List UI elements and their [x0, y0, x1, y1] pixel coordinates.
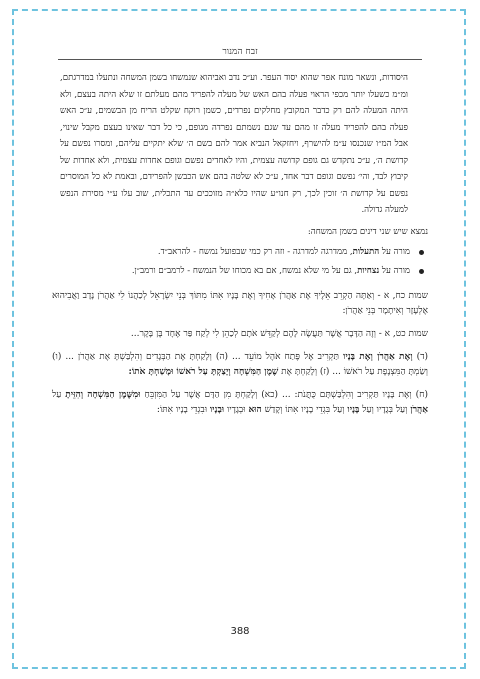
quote-bold-text: בָּנָיו: [347, 405, 360, 415]
bullet-dot-icon: [419, 269, 424, 274]
bullet-item: [52, 244, 410, 261]
running-header-title: זבח המנור: [222, 47, 258, 57]
quote-shemot-29-4-7: [52, 350, 428, 380]
quote-text: עַל: [52, 390, 66, 400]
page-content: [52, 70, 428, 418]
quote-shemot-29-8-21: [52, 388, 428, 418]
bullet-dot-icon: [419, 250, 424, 255]
subheading: נמצא שיש שני דינים בשמן המשחה:: [307, 226, 428, 237]
quote-bold-text: וּבָנָיו: [209, 405, 225, 415]
quote-text: (ד): [412, 352, 428, 362]
bullet-text-bold: התעלות: [352, 247, 380, 257]
quote-text: וְעַל בִּגְדֵי בָנָיו אִתּוֹ וְקָדַשׁ: [261, 405, 348, 415]
intro-paragraph: היסודות, ונשאר מונח אפר שהוא יסוד העפר. וע״כ נדב ואביהוא שנמשחו בשמן המשחה ונתעלו במדרגתם, ומ״מ כשעלו יותר מכפי הראוי פעלה בהם האש של מעלה להפריד מהם מעלתם זו שלא היתה בעצם, ולא היתה המעלה להם רק כדבר המקובץ מחלקים נפרדים, כשמן רוקח שקלט הריח מן הבשמים, ע״כ האש פעלה בהם להפריד מעלה זו מהם עד שגם נשמתם נפרדה מגופם, כי כל דבר שאינו בעצם מקבל שינוי, אבל המ״ו שנכנסו ע״מ להישרף, ויחזקאל הנביא אמר להם בשם ה׳ שלא יתקיים עליהם, ומסרו נפשם על קדושת ה׳, ע״כ נתקדש גם גופם קדושה עצמית, והיו לאחדים נפשם וגופם אחדות עצמית, ולא אחדות של קיבוץ לבד, והי׳ נפשם וגופם דבר אחד, ע״כ לא שלטה בהם אש הכבשן להפרידם, ובאמת לא כל המוסרים נפשם על קדושת ה׳ זוכין לכך, רק חנו״ע שהיו כלא״ה מזוככים עד התכלית, שוב עלו ע״י מסירת הנפש למעלה גדולה.: [60, 73, 408, 215]
bullet-text-pre: מורה על: [379, 265, 410, 276]
quote-text: תַּקְרִיב אֶל פֶּתַח אֹהֶל מוֹעֵד ... (ה) וְלָקַחְתָּ אֶת הַבְּגָדִים וְהִלְבַּשְׁתָּ אֶת אַהֲרֹן ... (ו) וְשַׂמְתָּ הַמִּצְנֶפֶת עַל רֹאשׁוֹ ... (ז) וְלָקַחְתָּ אֶת: [52, 352, 428, 377]
page-number: 388: [230, 626, 250, 637]
quote-bold-text: אַהֲרֹן: [410, 405, 428, 415]
quote-text: וְעַל בְּגָדָיו וְעַל: [359, 405, 411, 415]
bullet-text-bold: נצחיות: [357, 265, 380, 276]
quote-bold-text: הוּא: [248, 405, 262, 415]
quote-bold-text: שֶׁמֶן הַמִּשְׁחָה וְיָצַקְתָּ עַל רֹאשׁוֹ וּמָשַׁחְתָּ אֹתוֹ:: [128, 367, 279, 377]
bullet-list: [52, 244, 428, 279]
bullet-text-post: , גם על מי שלא נמשח, אם בא מכוחו של הנמשח - לרמב״ם ורמב״ן.: [131, 265, 358, 276]
bullet-item: [52, 263, 410, 280]
quote-shemot-29-1: שמות כט, א - וְזֶה הַדָּבָר אֲשֶׁר תַּעֲשֶׂה לָהֶם לְקַדֵּשׁ אֹתָם לְכַהֵן לִי לְקַח פַּר אֶחָד בֶּן בָּקָר...: [130, 329, 428, 339]
bullet-text-post: , ממדרגה למדרגה - וזה רק כמי שבפועל נמשח - להראב״ד.: [157, 247, 353, 257]
quote-bold-text: וְאֶת אַהֲרֹן וְאֶת בָּנָיו: [343, 352, 413, 362]
quote-shemot-28-1: שמות כח, א - וְאַתָּה הַקְרֵב אֵלֶיךָ אֶת אַהֲרֹן אָחִיךָ וְאֶת בָּנָיו אִתּוֹ מִתּוֹךְ בְּנֵי יִשְׂרָאֵל לְכַהֲנוֹ לִי אַהֲרֹן נָדָב וַאֲבִיהוּא אֶלְעָזָר וְאִיתָמָר בְּנֵי אַהֲרֹן:: [52, 291, 428, 316]
bullet-text-pre: מורה על: [379, 247, 410, 257]
header-divider: [58, 59, 422, 60]
quote-bold-text: וּמִשֶּׁמֶן הַמִּשְׁחָה וְהִזֵּיתָ: [65, 390, 141, 400]
quote-text: וּבִגְדֵי בָנָיו אִתּוֹ:: [156, 405, 210, 415]
quote-text: וּבְגָדָיו: [224, 405, 249, 415]
quote-text: (ח) וְאֶת בָּנָיו תַּקְרִיב וְהִלְבַּשְׁתָּם כֻּתֳּנֹת: ... (כא) וְלָקַחְתָּ מִן הַדָּם אֲשֶׁר עַל הַמִּזְבֵּחַ: [140, 390, 428, 400]
